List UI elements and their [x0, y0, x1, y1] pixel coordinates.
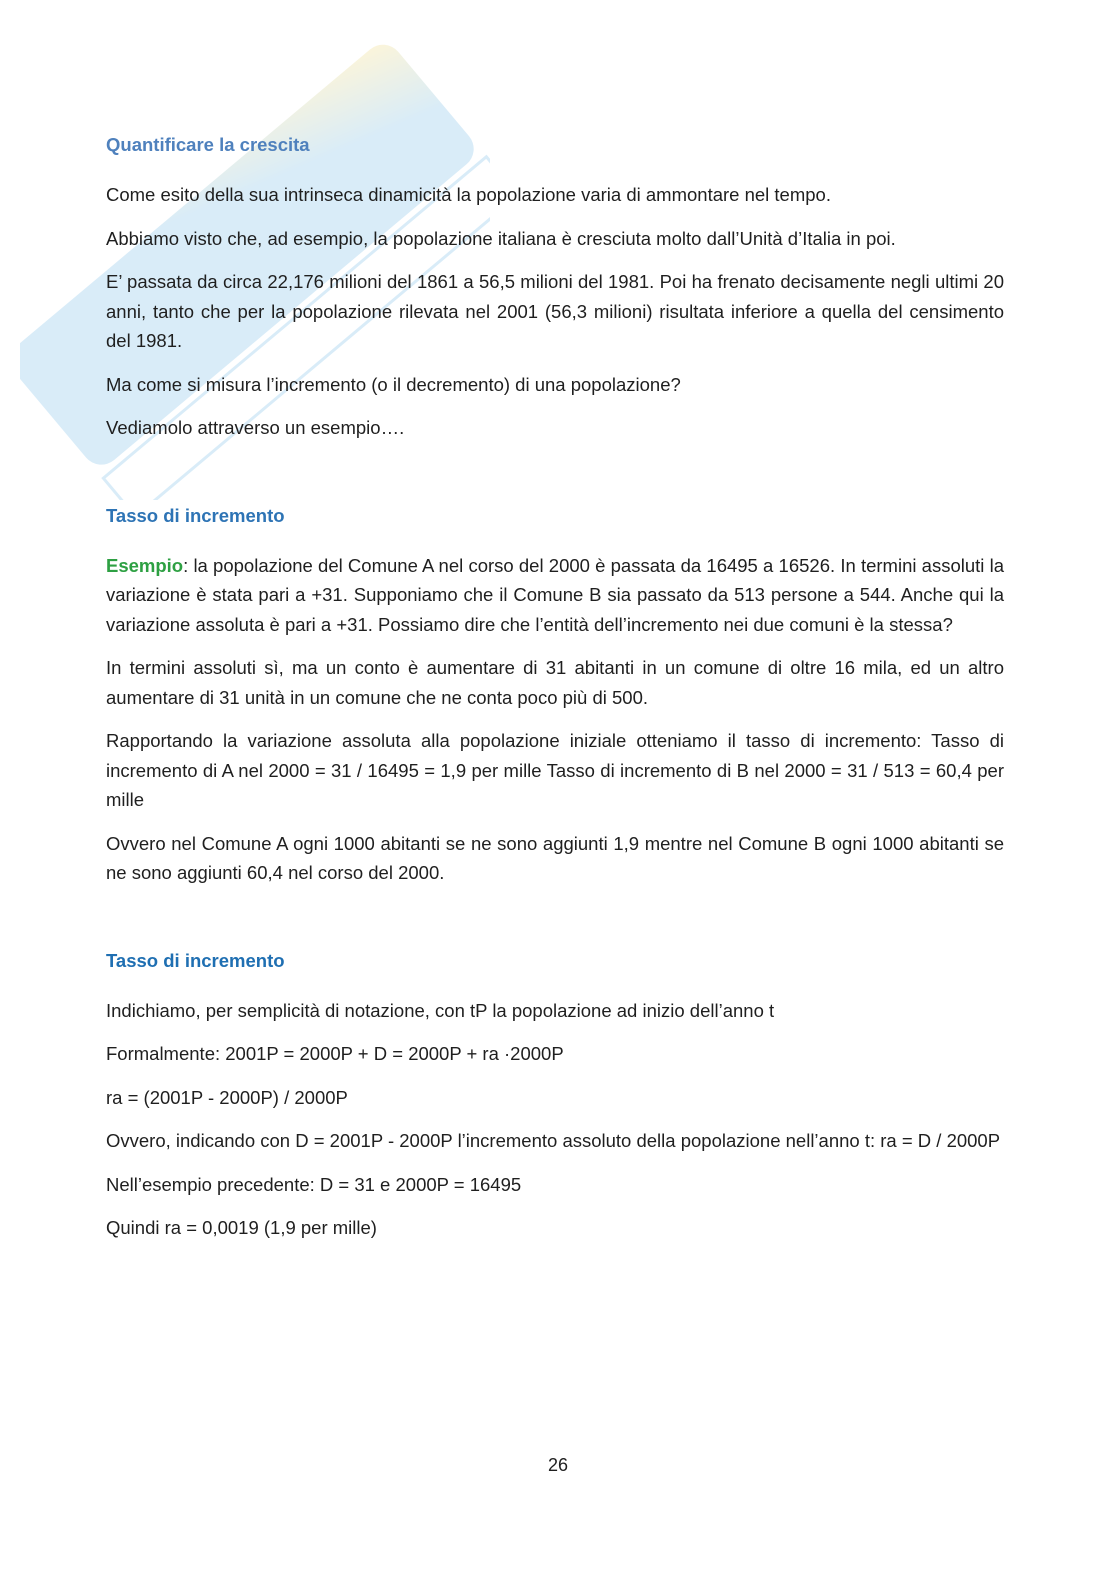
formula-paragraph: Formalmente: 2001P = 2000P + D = 2000P + ra ·2000P: [106, 1043, 564, 1064]
page-number: 26: [547, 1455, 569, 1475]
section-heading: Tasso di incremento: [106, 949, 285, 971]
example-text: : la popolazione del Comune A nel corso del 2000 è passata da 16495 a 16526. In termini assoluti la variazione è stata pari a +31. Supponiamo che il Comune B sia passato da 513 persone a 544. Anche qui la variazione assoluta è pari a +31. Possiamo dire che l’entità dell’incremento nei due comuni è la stessa?: [106, 554, 1004, 635]
paragraph: Abbiamo visto che, ad esempio, la popolazione italiana è cresciuta molto dall’Unità d’Italia in poi.: [106, 227, 896, 249]
paragraph: Rapportando la variazione assoluta alla popolazione iniziale otteniamo il tasso di incremento: Tasso di incremento di A nel 2000 = 31 / 16495 = 1,9 per mille Tasso di incremento di B nel 2000 = 31 / 513 = 60,4 per mille: [106, 730, 1004, 810]
paragraph: Quindi ra = 0,0019 (1,9 per mille): [106, 1217, 377, 1238]
section-heading: Tasso di incremento: [106, 504, 285, 526]
paragraph: Vediamolo attraverso un esempio….: [106, 417, 405, 438]
paragraph: Ma come si misura l’incremento (o il decremento) di una popolazione?: [106, 373, 681, 395]
example-label: Esempio: [106, 554, 184, 576]
example-paragraph: [106, 551, 1004, 640]
paragraph: Come esito della sua intrinseca dinamicità la popolazione varia di ammontare nel tempo.: [106, 184, 831, 205]
paragraph: Ovvero, indicando con D = 2001P - 2000P l’incremento assoluto della popolazione nell’anno t: ra = D / 2000P: [106, 1130, 1001, 1151]
document-body: [106, 130, 1004, 1257]
paragraph: Nell’esempio precedente: D = 31 e 2000P = 16495: [106, 1173, 522, 1195]
paragraph: Ovvero nel Comune A ogni 1000 abitanti se ne sono aggiunti 1,9 mentre nel Comune B ogni 1000 abitanti se ne sono aggiunti 60,4 nel corso del 2000.: [106, 832, 1004, 883]
section-tasso-incremento-esempio: [106, 501, 1004, 888]
paragraph: E’ passata da circa 22,176 milioni del 1861 a 56,5 milioni del 1981. Poi ha frenato decisamente negli ultimi 20 anni, tanto che per la popolazione rilevata nel 2001 (56,3 milioni) risultata inferiore a quella del censimento del 1981.: [106, 271, 1004, 351]
formula-paragraph: ra = (2001P - 2000P) / 2000P: [106, 1086, 348, 1108]
section-tasso-incremento-formule: [106, 946, 1004, 1243]
paragraph: Indichiamo, per semplicità di notazione, con tP la popolazione ad inizio dell’anno t: [106, 999, 775, 1021]
section-heading: Quantificare la crescita: [106, 134, 310, 155]
section-quantificare-crescita: [106, 130, 1004, 443]
paragraph: In termini assoluti sì, ma un conto è aumentare di 31 abitanti in un comune di oltre 16 mila, ed un altro aumentare di 31 unità in un comune che ne conta poco più di 500.: [106, 657, 1004, 708]
